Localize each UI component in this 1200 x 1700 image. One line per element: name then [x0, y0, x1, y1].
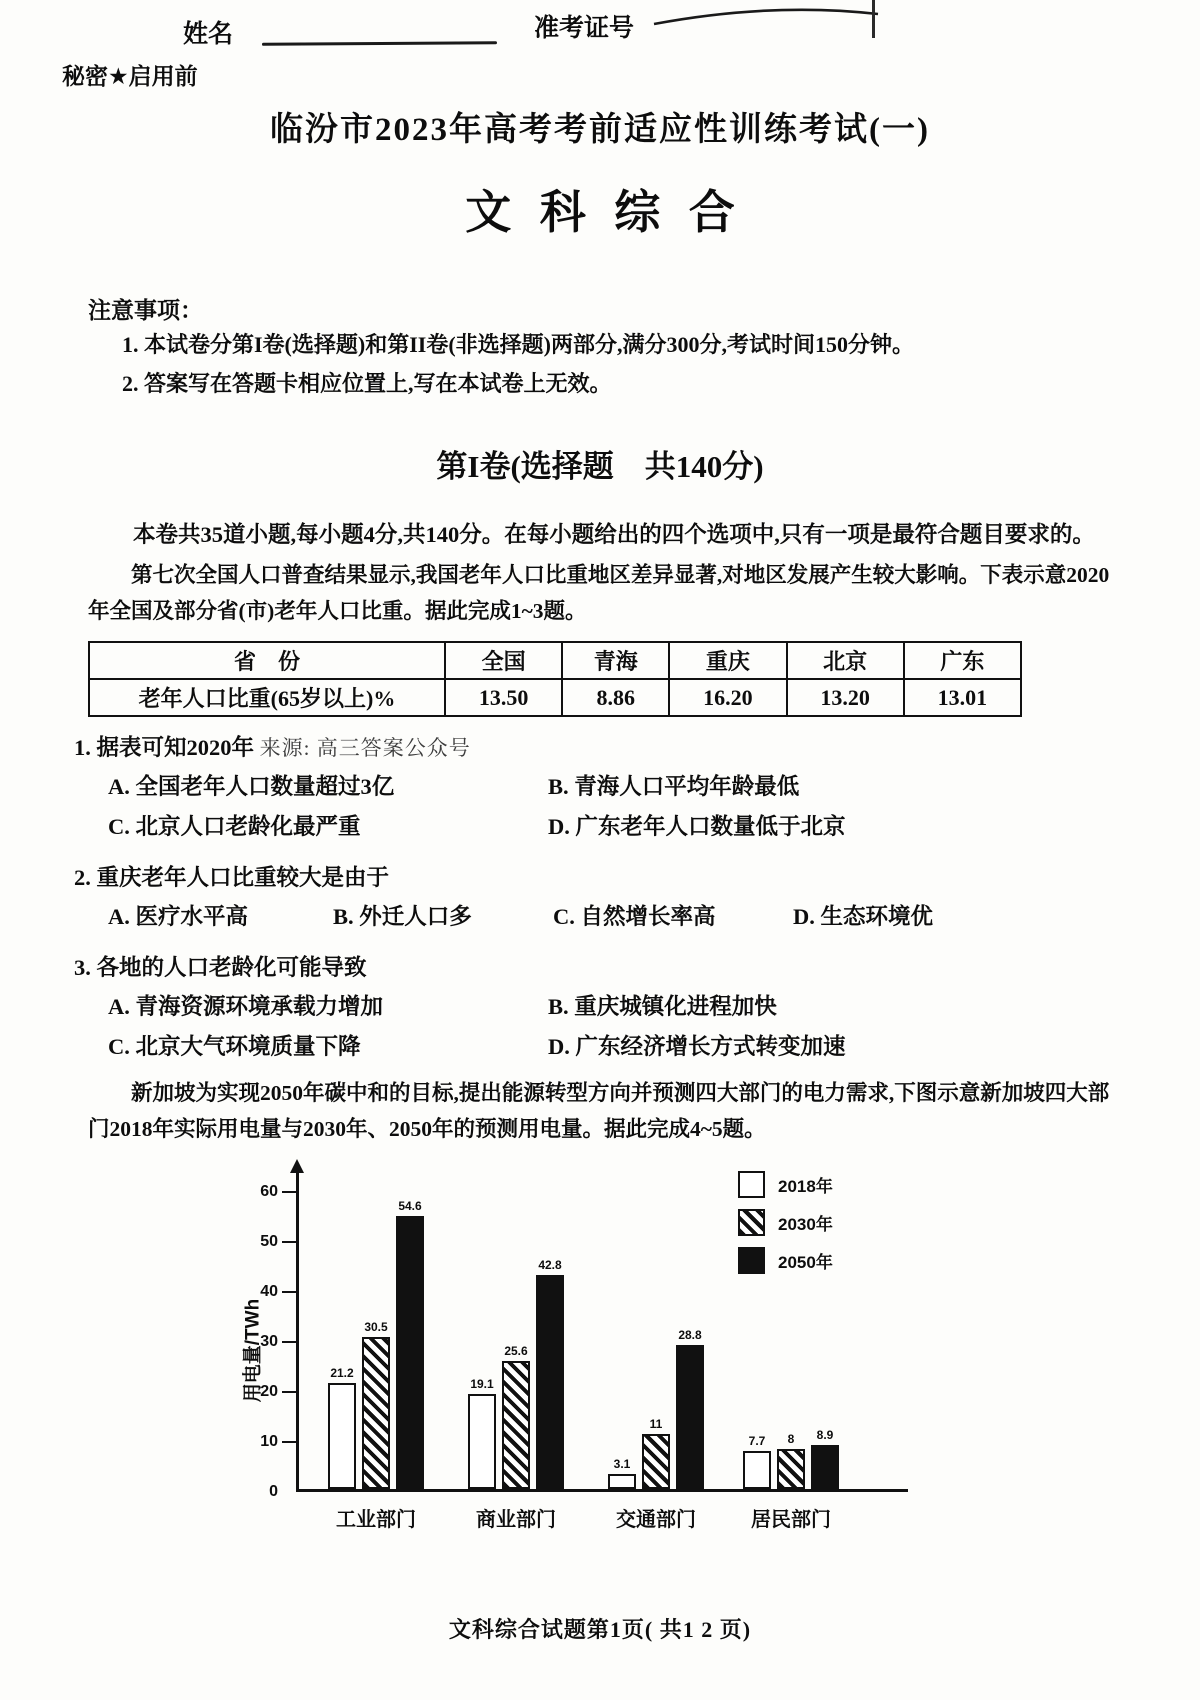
passage-singapore: 新加坡为实现2050年碳中和的目标,提出能源转型方向并预测四大部门的电力需求,下图示意新加坡四大部门2018年实际用电量与2030年、2050年的预测用电量。据此完成4~5题。 [88, 1081, 1110, 1141]
table-header-province: 省 份 [89, 642, 445, 679]
section-1-heading: 第I卷(选择题 共140分) [436, 449, 764, 484]
table-row [89, 679, 1021, 716]
x-category-label-居民部门: 居民部门 [751, 1509, 831, 1531]
question-1-option-a: A. 全国老年人口数量超过3亿 [108, 774, 395, 799]
question-1-option-d: D. 广东老年人口数量低于北京 [548, 814, 846, 839]
question-2-option-b: B. 外迁人口多 [333, 904, 472, 929]
table-value-national: 13.50 [445, 679, 562, 716]
admission-blank-line [652, 6, 880, 32]
chart-legend [738, 1171, 833, 1285]
question-3-option-c: C. 北京大气环境质量下降 [108, 1034, 361, 1059]
y-tick-label-50: 50 [260, 1233, 278, 1250]
elderly-population-table [88, 641, 1022, 717]
bar-2018年-工业部门 [328, 1383, 356, 1489]
bar-2018年-交通部门 [608, 1474, 636, 1490]
table-value-qinghai: 8.86 [562, 679, 669, 716]
bar-value-label: 28.8 [678, 1328, 702, 1342]
name-label: 姓名 [183, 21, 234, 48]
notice-item-2: 2. 答案写在答题卡相应位置上,写在本试卷上无效。 [122, 371, 612, 396]
subject-title: 文科综合 [465, 187, 764, 238]
bar-2030年-商业部门 [502, 1361, 530, 1489]
y-axis-arrow-icon [290, 1159, 304, 1173]
y-tick-label-0: 0 [269, 1483, 278, 1500]
page-content [74, 95, 1112, 1544]
y-tick-label-20: 20 [260, 1383, 278, 1400]
question-1-option-c: C. 北京人口老龄化最严重 [108, 814, 361, 839]
bar-value-label: 3.1 [613, 1456, 631, 1471]
y-tick-label-60: 60 [260, 1183, 278, 1200]
x-category-label-商业部门: 商业部门 [476, 1509, 556, 1531]
y-tick-mark [282, 1291, 296, 1294]
question-1-option-b: B. 青海人口平均年龄最低 [548, 774, 800, 799]
legend-item-2018 [738, 1171, 833, 1198]
table-header-row [89, 642, 1021, 679]
x-category-label-交通部门: 交通部门 [616, 1509, 696, 1531]
bar-2030年-交通部门 [642, 1434, 670, 1489]
admission-number-label: 准考证号 [534, 15, 635, 42]
bar-value-label: 8 [787, 1432, 795, 1446]
bar-2050年-居民部门 [811, 1445, 839, 1490]
table-header-guangdong: 广东 [904, 642, 1021, 679]
question-3 [74, 949, 1112, 1067]
legend-item-2030 [738, 1209, 833, 1236]
page-footer: 文科综合试题第1页( 共1 2 页) [448, 1617, 752, 1642]
bar-value-label: 30.5 [364, 1319, 388, 1334]
question-3-option-b: B. 重庆城镇化进程加快 [548, 994, 777, 1019]
question-3-option-d: D. 广东经济增长方式转变加速 [548, 1034, 846, 1059]
exam-title: 临汾市2023年高考考前适应性训练考试(一) [270, 112, 930, 148]
question-3-option-a: A. 青海资源环境承载力增加 [108, 994, 383, 1019]
y-axis-title: 用电量/TWh [242, 1298, 264, 1403]
y-tick-mark [282, 1191, 296, 1194]
x-category-label-工业部门: 工业部门 [336, 1509, 416, 1531]
x-axis-line [296, 1489, 908, 1492]
legend-label-2050: 2050年 [778, 1253, 833, 1272]
bar-2050年-工业部门 [396, 1216, 424, 1489]
question-1 [74, 729, 1112, 847]
write-in-header [0, 0, 1200, 60]
y-tick-label-10: 10 [260, 1433, 278, 1450]
question-2-option-d: D. 生态环境优 [793, 904, 933, 929]
name-blank-line [262, 41, 497, 46]
secrecy-notice: 秘密★启用前 [62, 63, 198, 89]
bar-2030年-居民部门 [777, 1449, 805, 1489]
bar-value-label: 19.1 [470, 1376, 494, 1391]
legend-swatch-2018 [738, 1171, 765, 1198]
electricity-bar-chart [218, 1159, 908, 1544]
question-3-stem: 3. 各地的人口老龄化可能导致 [74, 955, 367, 980]
question-1-stem: 1. 据表可知2020年 [74, 735, 255, 760]
question-2-option-c: C. 自然增长率高 [553, 904, 716, 929]
y-tick-mark [282, 1441, 296, 1444]
table-header-qinghai: 青海 [562, 642, 669, 679]
notice-heading: 注意事项： [88, 297, 203, 323]
table-header-chongqing: 重庆 [669, 642, 786, 679]
question-2 [74, 859, 1112, 937]
table-header-beijing: 北京 [787, 642, 904, 679]
y-tick-mark [282, 1391, 296, 1394]
y-tick-mark [282, 1341, 296, 1344]
bar-value-label: 21.2 [330, 1366, 354, 1380]
y-axis-line [296, 1167, 299, 1492]
passage-population: 第七次全国人口普查结果显示,我国老年人口比重地区差异显著,对地区发展产生较大影响。下表示意2020年全国及部分省(市)老年人口比重。据此完成1~3题。 [88, 563, 1110, 623]
notice-item-1: 1. 本试卷分第I卷(选择题)和第II卷(非选择题)两部分,满分300分,考试时间150分钟。 [122, 332, 914, 357]
table-value-chongqing: 16.20 [669, 679, 786, 716]
table-row-label: 老年人口比重(65岁以上)% [89, 679, 445, 716]
watermark-text: 来源: 高三答案公众号 [259, 736, 471, 760]
bar-2050年-商业部门 [536, 1275, 564, 1489]
scan-corner-mark [872, 0, 875, 38]
legend-label-2030: 2030年 [778, 1215, 833, 1234]
question-2-option-a: A. 医疗水平高 [108, 904, 248, 929]
legend-label-2018: 2018年 [778, 1177, 833, 1196]
section-1-intro: 本卷共35道小题,每小题4分,共140分。在每小题给出的四个选项中,只有一项是最符合题目要求的。 [133, 522, 1095, 547]
bar-2018年-商业部门 [468, 1394, 496, 1490]
table-header-national: 全国 [445, 642, 562, 679]
table-value-beijing: 13.20 [787, 679, 904, 716]
bar-value-label: 11 [649, 1417, 663, 1431]
bar-value-label: 42.8 [538, 1258, 562, 1272]
bar-value-label: 25.6 [504, 1344, 528, 1358]
y-tick-mark [282, 1241, 296, 1244]
bar-2050年-交通部门 [676, 1345, 704, 1489]
bar-value-label: 8.9 [816, 1427, 834, 1442]
legend-item-2050 [738, 1247, 833, 1274]
table-value-guangdong: 13.01 [904, 679, 1021, 716]
bar-value-label: 7.7 [748, 1433, 766, 1448]
bar-2018年-居民部门 [743, 1451, 771, 1490]
legend-swatch-2030 [738, 1209, 765, 1236]
legend-swatch-2050 [738, 1247, 765, 1274]
bar-value-label: 54.6 [398, 1199, 422, 1213]
y-tick-label-30: 30 [260, 1333, 278, 1350]
question-2-stem: 2. 重庆老年人口比重较大是由于 [74, 865, 390, 890]
bar-2030年-工业部门 [362, 1337, 390, 1490]
y-tick-label-40: 40 [260, 1283, 278, 1300]
